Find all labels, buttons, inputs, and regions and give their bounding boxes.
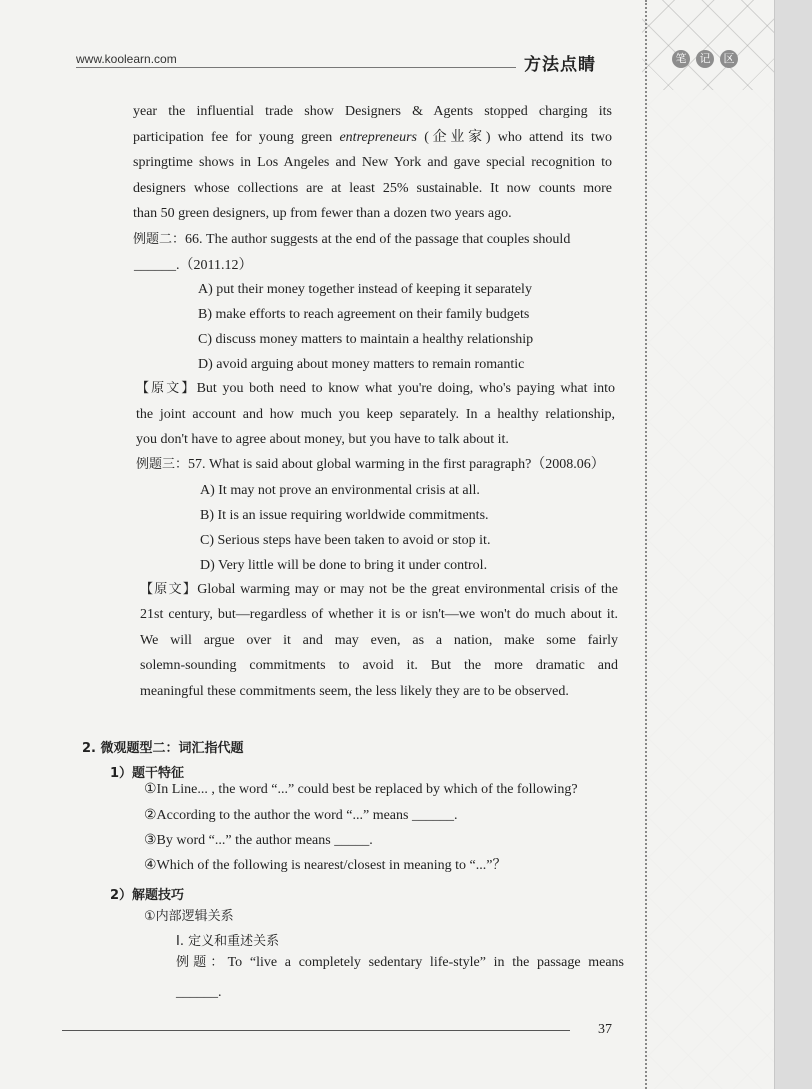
header-rule <box>76 67 516 68</box>
text-line: than 50 green designers, up from fewer than a dozen two years ago. <box>133 206 512 221</box>
text-line: We will argue over it and may even, as a nation, make some fairly <box>140 633 618 648</box>
page-edge <box>774 0 812 1089</box>
example-line: 例题：To “live a completely sedentary life-style” in the passage means <box>176 955 624 970</box>
notes-char-2: 记 <box>696 50 714 68</box>
stem-feature-3: ③By word “...” the author means _____. <box>144 833 373 848</box>
text-line: meaningful these commitments seem, the less likely they are to be observed. <box>140 684 569 699</box>
text-line: springtime shows in Los Angeles and New York and gave special recognition to <box>133 155 612 170</box>
notes-char-3: 区 <box>720 50 738 68</box>
text-line: participation fee for young green entrepreneurs (企业家) who attend its two <box>133 130 612 145</box>
stem-feature-4: ④Which of the following is nearest/closest in meaning to “...”？ <box>144 858 507 873</box>
option-c: C) Serious steps have been taken to avoid or stop it. <box>200 533 491 548</box>
example-blank: ______. <box>176 985 222 1000</box>
technique-heading: ①内部逻辑关系 <box>144 909 234 924</box>
subsection-heading: 2）解题技巧 <box>110 888 185 903</box>
option-a: A) put their money together instead of keeping it separately <box>198 282 532 297</box>
text-line: you don't have to agree about money, but you have to talk about it. <box>136 432 509 447</box>
option-a: A) It may not prove an environmental crisis at all. <box>200 483 480 498</box>
text-line: solemn-sounding commitments to avoid it. But the more dramatic and <box>140 658 618 673</box>
notes-char-1: 笔 <box>672 50 690 68</box>
subsection-heading: 1）题干特征 <box>110 766 185 781</box>
notes-margin-divider <box>645 0 647 1089</box>
footer-rule <box>62 1030 570 1031</box>
example-2-blank: ______.（2011.12） <box>134 258 253 273</box>
option-b: B) make efforts to reach agreement on their family budgets <box>198 307 530 322</box>
text-line: year the influential trade show Designers & Agents stopped charging its <box>133 104 612 119</box>
option-d: D) Very little will be done to bring it under control. <box>200 558 488 573</box>
technique-item: I. 定义和重述关系 <box>176 934 280 949</box>
text-line: designers whose collections are at least 25% sustainable. It now counts more <box>133 181 612 196</box>
notes-margin-area <box>642 90 774 1089</box>
section-heading: 2. 微观题型二：词汇指代题 <box>82 741 244 756</box>
option-b: B) It is an issue requiring worldwide commitments. <box>200 508 489 523</box>
option-d: D) avoid arguing about money matters to remain romantic <box>198 357 525 372</box>
example-2-question: 例题二：66. The author suggests at the end of the passage that couples should <box>133 232 571 247</box>
original-text-1: 【原文】But you both need to know what you're doing, who's paying what into <box>136 381 615 396</box>
site-url: www.koolearn.com <box>76 52 177 66</box>
option-c: C) discuss money matters to maintain a healthy relationship <box>198 332 534 347</box>
original-text-2: 【原文】Global warming may or may not be the great environmental crisis of the <box>140 582 618 597</box>
stem-feature-1: ①In Line... , the word “...” could best be replaced by which of the following? <box>144 782 578 797</box>
example-3-question: 例题三：57. What is said about global warming in the first paragraph?（2008.06） <box>136 457 605 472</box>
notes-area-label <box>672 50 738 68</box>
text-line: 21st century, but—regardless of whether it is or isn't—we won't do much about it. <box>140 607 618 622</box>
page-number: 37 <box>598 1022 612 1037</box>
text-line: the joint account and how much you keep separately. In a healthy relationship, <box>136 407 615 422</box>
stem-feature-2: ②According to the author the word “...” means ______. <box>144 808 458 823</box>
header-title: 方法点睛 <box>524 55 596 75</box>
